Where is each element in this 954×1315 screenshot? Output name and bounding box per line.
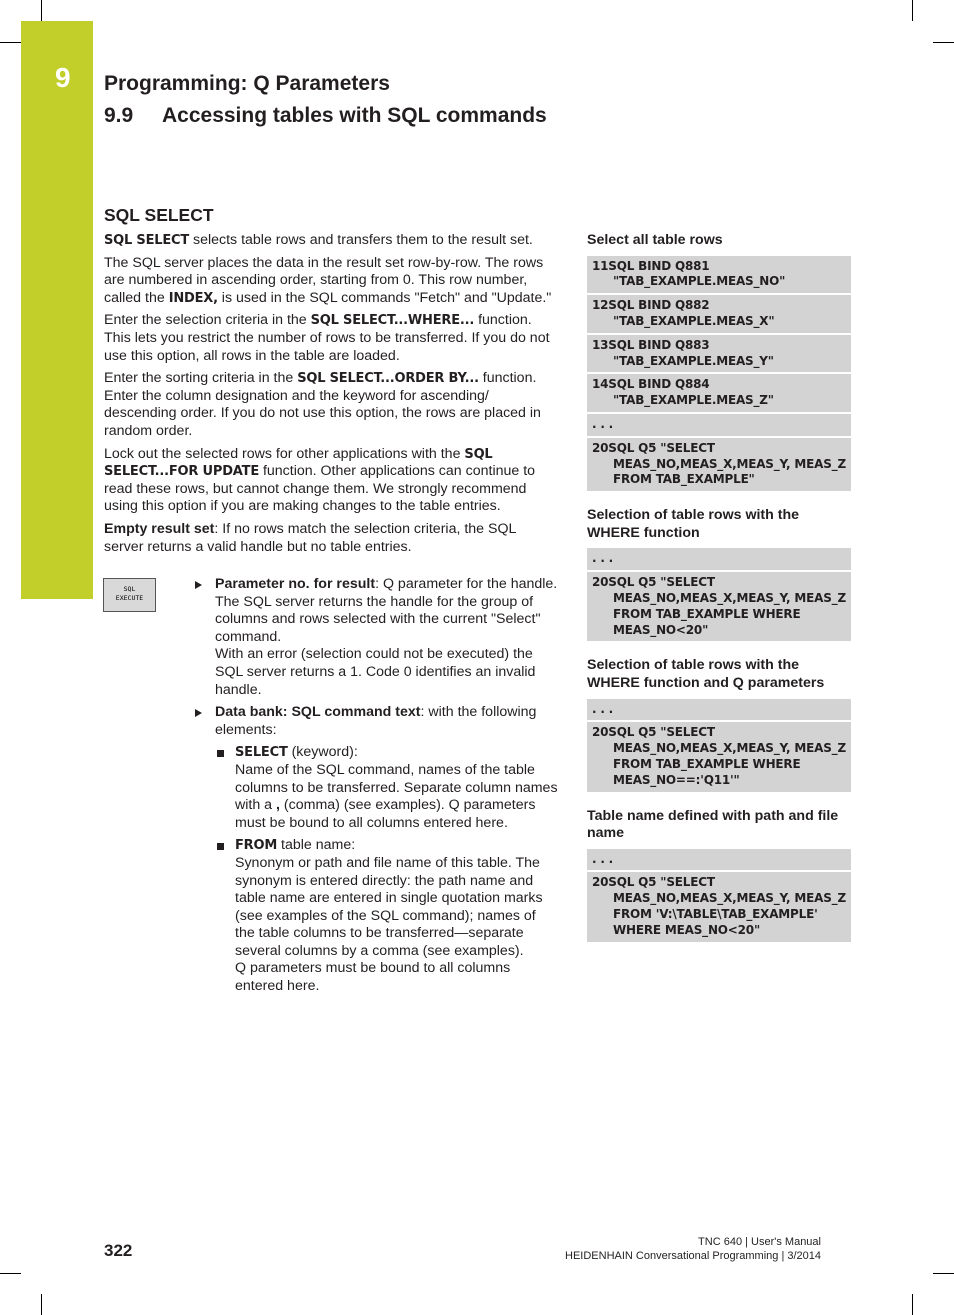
code-line: 20SQL Q5 "SELECT — [592, 875, 715, 890]
paragraph-text: Name of the SQL command, names of the table columns to be transferred. Separate column names with a — [235, 761, 558, 814]
code-term: FROM — [235, 838, 278, 854]
code-line: "TAB_EXAMPLE.MEAS_Z" — [613, 393, 774, 408]
code-term: SELECT — [235, 745, 288, 761]
crop-mark — [0, 1273, 21, 1274]
code-line: MEAS_NO,MEAS_X,MEAS_Y, MEAS_Z — [613, 891, 846, 906]
code-block — [587, 722, 851, 791]
code-term: INDEX, — [168, 290, 218, 306]
paragraph-text: function. Enter the column designation and the keyword for ascending/ descending order. If you do not use this option, the rows are placed in random order. — [104, 370, 541, 439]
softkey-label: SQL — [123, 585, 136, 593]
code-line: FROM TAB_EXAMPLE" — [613, 472, 755, 487]
code-line: 13SQL BIND Q883 — [592, 337, 710, 352]
code-line: FROM 'V:\TABLE\TAB_EXAMPLE' — [613, 907, 818, 922]
body-text — [104, 232, 556, 561]
code-block — [587, 872, 851, 941]
sql-execute-softkey-icon — [103, 578, 156, 612]
code-term: SQL SELECT — [104, 233, 190, 248]
chapter-tab — [21, 21, 93, 599]
paragraph-text: is used in the SQL commands "Fetch" and "Update." — [217, 289, 552, 306]
square-bullet-icon — [217, 843, 224, 850]
code-line: . . . — [592, 551, 614, 566]
paragraph — [104, 255, 556, 308]
paragraph-text: Enter the sorting criteria in the — [104, 370, 298, 387]
code-line: 20SQL Q5 "SELECT — [592, 575, 715, 590]
sub-list-item — [215, 837, 558, 995]
sub-list — [215, 744, 558, 995]
bold-term: Parameter no. for result — [215, 576, 376, 592]
code-block — [587, 374, 851, 412]
triangle-bullet-icon — [195, 581, 202, 589]
example-group — [587, 507, 851, 641]
paragraph-text: (comma) (see examples). Q parameters must be bound to all columns entered here. — [235, 797, 536, 831]
triangle-bullet-icon — [195, 709, 202, 717]
crop-mark — [41, 1294, 42, 1315]
paragraph-text: table name: — [277, 837, 356, 854]
page-number: 322 — [104, 1241, 133, 1260]
footer-text — [565, 1235, 821, 1263]
paragraph-text: The SQL server places the data in the result set row-by-row. The rows are numbered in ascending order, starting from 0. This row number, called the — [104, 254, 544, 306]
footer-line: HEIDENHAIN Conversational Programming | 3/2014 — [565, 1250, 821, 1262]
code-block — [587, 414, 851, 436]
code-line: "TAB_EXAMPLE.MEAS_NO" — [613, 274, 786, 289]
section-number: 9.9 — [104, 104, 134, 127]
example-group — [587, 808, 851, 942]
crop-mark — [912, 1294, 913, 1315]
chapter-title: Programming: Q Parameters — [104, 72, 390, 95]
example-title: Select all table rows — [587, 232, 723, 248]
code-line: 20SQL Q5 "SELECT — [592, 725, 715, 740]
footer-line: TNC 640 | User's Manual — [698, 1236, 821, 1248]
code-line: . . . — [592, 416, 614, 431]
example-group — [587, 657, 851, 791]
crop-mark — [933, 1273, 954, 1274]
paragraph — [104, 446, 556, 516]
paragraph-text: : If no rows match the selection criteria, the SQL server returns a valid handle but no table entries. — [104, 520, 516, 555]
paragraph-text: selects table rows and transfers them to the result set. — [189, 232, 533, 248]
section-heading — [104, 104, 547, 128]
code-line: 12SQL BIND Q882 — [592, 298, 710, 313]
code-line: MEAS_NO==:'Q11'" — [613, 772, 740, 787]
example-title: Selection of table rows with the WHERE function and Q parameters — [587, 657, 825, 691]
paragraph-text: Synonym or path and file name of this table. The synonym is entered directly: the path name and table name are entered in single quotation marks (see examples of the SQL command); names of the table columns to be transferred—separate several columns by a comma (see examples). — [235, 854, 543, 959]
code-line: FROM TAB_EXAMPLE WHERE — [613, 756, 801, 771]
code-line: WHERE MEAS_NO<20" — [613, 922, 761, 937]
parameter-list — [193, 576, 558, 1001]
section-title: Accessing tables with SQL commands — [162, 104, 547, 127]
paragraph-text: Q parameters must be bound to all columns entered here. — [235, 960, 511, 995]
code-block — [587, 548, 851, 570]
code-term: SQL SELECT...ORDER BY... — [297, 371, 479, 387]
code-term: SQL SELECT...FOR UPDATE — [104, 446, 493, 480]
code-line: . . . — [592, 701, 614, 716]
paragraph-text: function. Other applications can continue to read these rows, but cannot change them. We strongly recommend using this option if you are making changes to the table entries. — [104, 463, 536, 515]
chapter-number: 9 — [55, 62, 71, 93]
code-line: "TAB_EXAMPLE.MEAS_Y" — [613, 353, 774, 368]
code-block — [587, 438, 851, 491]
bold-term: Data bank: SQL command text — [215, 704, 421, 721]
code-line: FROM TAB_EXAMPLE WHERE — [613, 606, 801, 621]
softkey-label: EXECUTE — [115, 594, 144, 602]
crop-mark — [912, 0, 913, 21]
code-line: 20SQL Q5 "SELECT — [592, 440, 715, 455]
square-bullet-icon — [217, 750, 224, 757]
page-heading: SQL SELECT — [104, 205, 214, 225]
crop-mark — [0, 42, 21, 43]
code-block — [587, 849, 851, 871]
paragraph-text: Enter the selection criteria in the — [104, 312, 311, 329]
bold-term: , — [276, 797, 280, 814]
example-group — [587, 232, 851, 491]
bold-term: Empty result set — [104, 520, 215, 537]
code-block — [587, 699, 851, 721]
crop-mark — [41, 0, 42, 21]
code-line: MEAS_NO,MEAS_X,MEAS_Y, MEAS_Z — [613, 741, 846, 756]
list-item — [193, 576, 558, 699]
code-line: . . . — [592, 851, 614, 866]
paragraph — [104, 370, 556, 440]
paragraph — [104, 521, 556, 556]
code-line: 14SQL BIND Q884 — [592, 377, 710, 392]
paragraph-text: (keyword): — [287, 744, 358, 761]
code-block — [587, 572, 851, 641]
list-item — [193, 704, 558, 996]
code-line: "TAB_EXAMPLE.MEAS_X" — [613, 313, 775, 328]
paragraph-text: function. This lets you restrict the number of rows to be transferred. If you do not use this option, all rows in the table are loaded. — [104, 312, 550, 364]
paragraph-text: Lock out the selected rows for other applications with the — [104, 445, 465, 462]
code-line: MEAS_NO<20" — [613, 622, 709, 637]
example-title: Selection of table rows with the WHERE function — [587, 507, 800, 541]
sub-list-item — [215, 744, 558, 832]
paragraph-text: : with the following elements: — [215, 704, 537, 738]
examples-column — [587, 232, 851, 958]
code-block — [587, 295, 851, 333]
paragraph-text: With an error (selection could not be executed) the SQL server returns a 1. Code 0 identifies an invalid handle. — [215, 646, 536, 698]
code-line: MEAS_NO,MEAS_X,MEAS_Y, MEAS_Z — [613, 456, 846, 471]
code-block — [587, 335, 851, 373]
paragraph — [104, 232, 556, 250]
crop-mark — [933, 42, 954, 43]
paragraph-text: : Q parameter for the handle. The SQL server returns the handle for the group of columns and rows selected with the current "Select" command. — [215, 576, 558, 645]
example-title: Table name defined with path and file name — [587, 807, 839, 842]
paragraph — [104, 312, 556, 365]
code-block — [587, 256, 851, 294]
code-line: 11SQL BIND Q881 — [592, 258, 710, 273]
code-term: SQL SELECT...WHERE... — [310, 313, 475, 329]
code-line: MEAS_NO,MEAS_X,MEAS_Y, MEAS_Z — [613, 590, 846, 605]
